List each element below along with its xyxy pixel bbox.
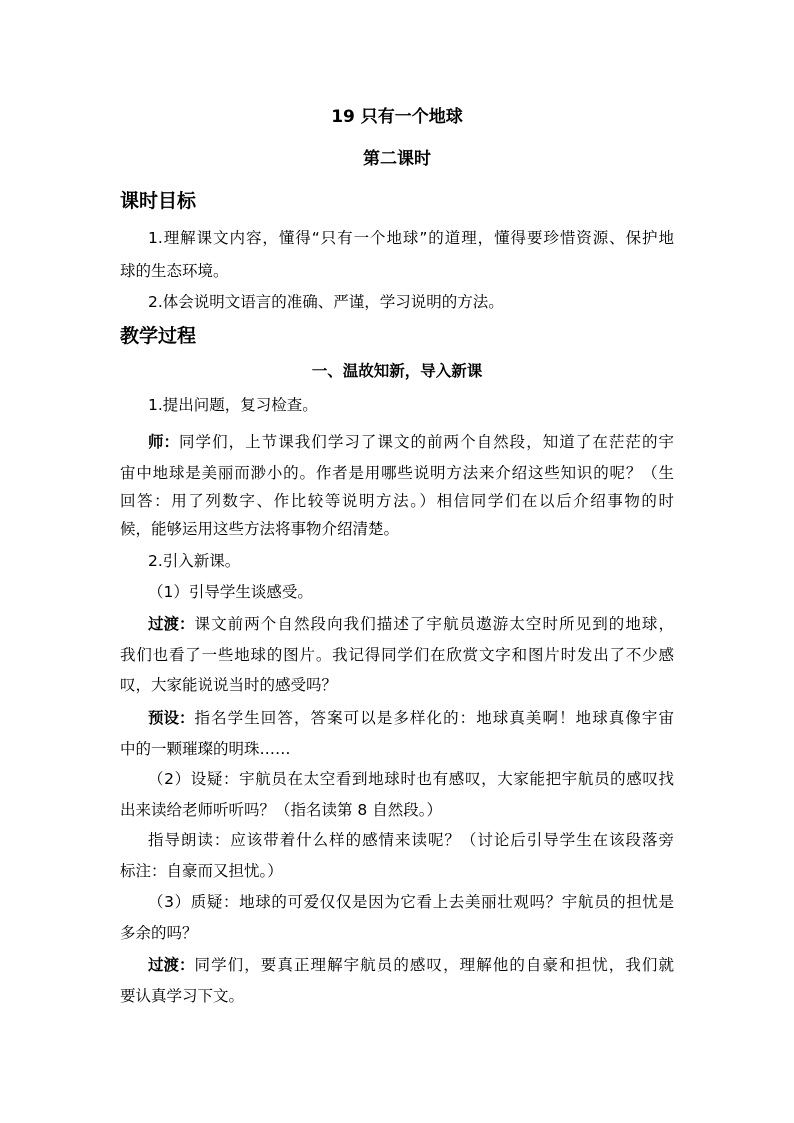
lesson-subtitle: 第二课时 xyxy=(363,149,431,169)
transition-2-text-2: 要认真学习下文。 xyxy=(120,987,245,1005)
sub-item-2-line-2: 出来读给老师听听吗？（指名读第 8 自然段。） xyxy=(120,801,442,819)
sub-item-3-line-1: （3）质疑：地球的可爱仅仅是因为它看上去美丽壮观吗？宇航员的担忧是 xyxy=(148,893,674,911)
guide-reading-line-1: 指导朗读：应该带着什么样的感情来读呢？（讨论后引导学生在该段落旁 xyxy=(148,831,674,849)
teacher-text-3: 回答：用了列数字、作比较等说明方法。）相信同学们在以后介绍事物的时 xyxy=(120,492,674,510)
teacher-paragraph-line-1 xyxy=(148,432,674,452)
transition-1-line-1 xyxy=(148,614,674,634)
preset-text-1: 指名学生回答，答案可以是多样化的：地球真美啊！地球真像宇宙 xyxy=(194,709,674,727)
teacher-text-2: 宙中地球是美丽而渺小的。作者是用哪些说明方法来介绍这些知识的呢？（生 xyxy=(120,464,674,482)
goal-2: 2.体会说明文语言的准确、严谨，学习说明的方法。 xyxy=(148,293,504,311)
step-1: 1.提出问题，复习检查。 xyxy=(148,396,318,414)
section-1-title: 一、温故知新，导入新课 xyxy=(311,362,483,380)
goals-heading: 课时目标 xyxy=(120,190,197,212)
step-2: 2.引入新课。 xyxy=(148,552,241,570)
sub-item-3-line-2: 多余的吗？ xyxy=(120,924,198,942)
transition-2-text-1: 同学们，要真正理解宇航员的感叹，理解他的自豪和担忧，我们就 xyxy=(194,956,674,974)
goal-1-line-1: 1.理解课文内容，懂得“只有一个地球”的道理，懂得要珍惜资源、保护地 xyxy=(148,229,674,247)
process-heading: 教学过程 xyxy=(120,325,197,347)
preset-line-1 xyxy=(148,708,674,728)
transition-1-label: 过渡： xyxy=(148,615,195,633)
preset-label: 预设： xyxy=(148,709,195,727)
teacher-text-1: 同学们，上节课我们学习了课文的前两个自然段，知道了在茫茫的宇 xyxy=(179,433,674,451)
preset-text-2: 中的一颗璀璨的明珠…… xyxy=(120,740,291,758)
guide-reading-line-2: 标注：自豪而又担忧。） xyxy=(120,862,283,880)
goal-1-line-2: 球的生态环境。 xyxy=(120,262,229,280)
sub-item-1: （1）引导学生谈感受。 xyxy=(148,583,313,601)
teacher-label: 师： xyxy=(148,432,180,451)
sub-item-2-line-1: （2）设疑：宇航员在太空看到地球时也有感叹，大家能把宇航员的感叹找 xyxy=(148,770,674,788)
teacher-text-4: 候，能够运用这些方法将事物介绍清楚。 xyxy=(120,520,400,538)
transition-2-line-1 xyxy=(148,955,674,975)
transition-1-text-3: 叹，大家能说说当时的感受吗？ xyxy=(120,676,338,694)
transition-2-label: 过渡： xyxy=(148,956,195,974)
transition-1-text-2: 我们也看了一些地球的图片。我记得同学们在欣赏文字和图片时发出了不少感 xyxy=(120,646,674,664)
lesson-title: 19 只有一个地球 xyxy=(331,107,463,127)
transition-1-text-1: 课文前两个自然段向我们描述了宇航员遨游太空时所见到的地球， xyxy=(194,615,674,633)
